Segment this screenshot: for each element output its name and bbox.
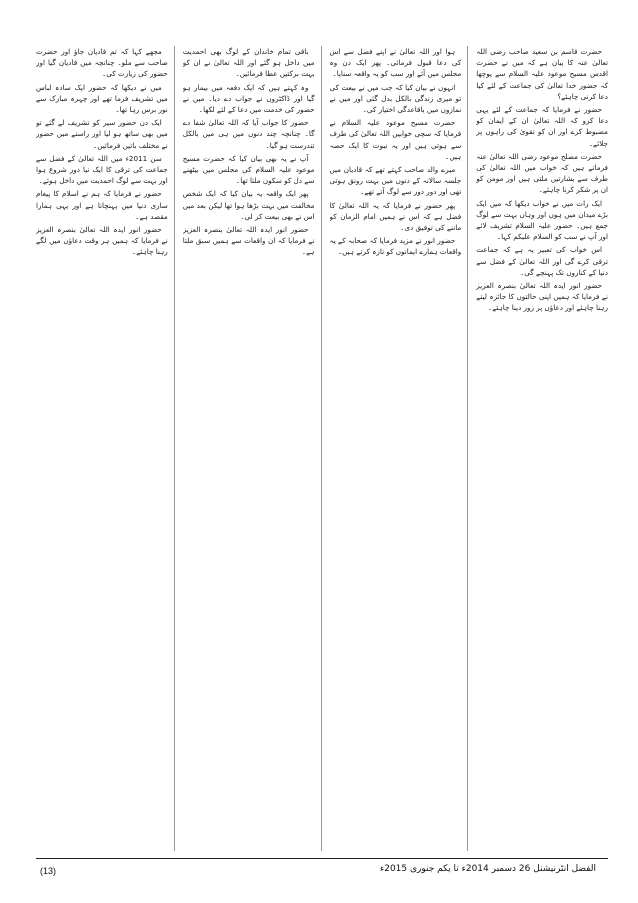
column-2: [330, 46, 469, 851]
column-1: [476, 46, 608, 851]
paragraph: حضور نے فرمایا کہ جماعت کے لئے یہی دعا کرو کہ اللہ تعالیٰ ان کے ایمان کو مضبوط کرے اور ان کو تقویٰ کی راہوں پر چلائے۔: [476, 105, 608, 148]
paragraph: حضور انور ایدہ اللہ تعالیٰ بنصرہ العزیز نے فرمایا کہ ان واقعات سے ہمیں سبق ملتا ہے۔: [182, 225, 315, 257]
paragraph: حضرت مسیح موعود علیہ السلام نے فرمایا کہ سچی خوابیں اللہ تعالیٰ کی طرف سے ہوتی ہیں اور یہ نبوت کا ایک حصہ ہیں۔: [329, 118, 462, 161]
paragraph: وہ کہتے ہیں کہ ایک دفعہ میں بیمار ہو گیا اور ڈاکٹروں نے جواب دے دیا۔ میں نے حضور کی خدمت میں دعا کے لئے لکھا۔: [182, 82, 315, 115]
paragraph: حضور نے فرمایا کہ ہم نے اسلام کا پیغام ساری دنیا میں پہنچانا ہے اور یہی ہمارا مقصد ہے۔: [36, 189, 168, 221]
paragraph: حضور انور نے مزید فرمایا کہ صحابہ کے یہ واقعات ہمارے ایمانوں کو تازہ کرتے ہیں۔: [329, 236, 462, 257]
paragraph: حضور انور ایدہ اللہ تعالیٰ بنصرہ العزیز نے فرمایا کہ ہمیں ہر وقت دعاؤں میں لگے رہنا چاہئے۔: [36, 225, 168, 257]
page-number: (13): [40, 866, 57, 876]
paragraph: ہوا اور اللہ تعالیٰ نے اپنے فضل سے اس کی دعا قبول فرمائی۔ پھر ایک دن وہ مجلس میں آئے اور سب کو یہ واقعہ سنایا۔: [329, 47, 462, 79]
paragraph: پھر ایک واقعہ یہ بیان کیا کہ ایک شخص مخالفت میں بہت بڑھا ہوا تھا لیکن بعد میں اس نے بھی بیعت کر لی۔: [182, 189, 315, 221]
paragraph: اس خواب کی تعبیر یہ ہے کہ جماعت ترقی کرے گی اور اللہ تعالیٰ کے فضل سے دنیا کے کناروں تک پہنچے گی۔: [476, 245, 608, 277]
paragraph: باقی تمام خاندان کے لوگ بھی احمدیت میں داخل ہو گئے اور اللہ تعالیٰ نے ان کو بہت برکتیں عطا فرمائیں۔: [182, 47, 315, 79]
paragraph: پھر حضور نے فرمایا کہ یہ اللہ تعالیٰ کا فضل ہے کہ اس نے ہمیں امام الزمان کو ماننے کی توفیق دی۔: [329, 200, 462, 233]
paragraph: حضور کا جواب آیا کہ اللہ تعالیٰ شفا دے گا۔ چنانچہ چند دنوں میں ہی میں بالکل تندرست ہو گیا۔: [182, 118, 315, 150]
paragraph: حضرت قاسم بن سعید صاحب رضی اللہ تعالیٰ عنہ کا بیان ہے کہ میں نے حضرت اقدس مسیح موعود علیہ السلام سے پوچھا کہ حضور خدا تعالیٰ کی جماعت کے لئے کیا دعا کرنی چاہئے؟: [476, 47, 608, 101]
column-3: [183, 46, 322, 851]
paragraph: میرے والد صاحب کہتے تھے کہ قادیان میں جلسہ سالانہ کے دنوں میں بہت رونق ہوتی تھی اور دور دور سے لوگ آتے تھے۔: [329, 165, 462, 197]
paragraph: سن 2011ء میں اللہ تعالیٰ کے فضل سے جماعت کی ترقی کا ایک نیا دور شروع ہوا اور بہت سے لوگ احمدیت میں داخل ہوئے۔: [36, 153, 168, 186]
publication-line: الفضل انٹرنیشنل 26 دسمبر 2014ء تا یکم جنوری 2015ء: [380, 864, 596, 874]
paragraph: انہوں نے بیان کیا کہ جب میں نے بیعت کی تو میری زندگی بالکل بدل گئی اور میں نے نمازوں میں باقاعدگی اختیار کی۔: [329, 82, 462, 115]
paragraph: ایک رات میں نے خواب دیکھا کہ میں ایک بڑے میدان میں ہوں اور وہاں بہت سے لوگ جمع ہیں۔ حضور علیہ السلام تشریف لائے اور آپ نے سب کو السلام علیکم کہا۔: [476, 198, 608, 242]
paragraph: میں نے دیکھا کہ حضور ایک سادہ لباس میں تشریف فرما تھے اور چہرہ مبارک سے نور برس رہا تھا۔: [36, 82, 168, 115]
paragraph: حضور انور ایدہ اللہ تعالیٰ بنصرہ العزیز نے فرمایا کہ ہمیں اپنی حالتوں کا جائزہ لیتے رہنا چاہئے اور دعاؤں پر زور دینا چاہئے۔: [476, 281, 608, 313]
paragraph: حضرت مصلح موعود رضی اللہ تعالیٰ عنہ فرماتے ہیں کہ خواب میں اللہ تعالیٰ کی طرف سے بشارتیں ملتی ہیں اور مومن کو ان پر شکر کرنا چاہئے۔: [476, 151, 608, 195]
paragraph: ایک دن حضور سیر کو تشریف لے گئے تو میں بھی ساتھ ہو لیا اور راستے میں حضور نے مختلف باتیں فرمائیں۔: [36, 118, 168, 150]
column-4: [36, 46, 175, 851]
footer-divider: [36, 858, 608, 859]
paragraph: مجھے کہا کہ تم قادیان جاؤ اور حضرت صاحب سے ملو۔ چنانچہ میں قادیان گیا اور حضور کی زیارت کی۔: [36, 47, 168, 79]
paragraph: آپ نے یہ بھی بیان کیا کہ حضرت مسیح موعود علیہ السلام کی مجلس میں بیٹھنے سے دل کو سکون ملتا تھا۔: [182, 153, 315, 186]
text-columns: [36, 46, 608, 851]
